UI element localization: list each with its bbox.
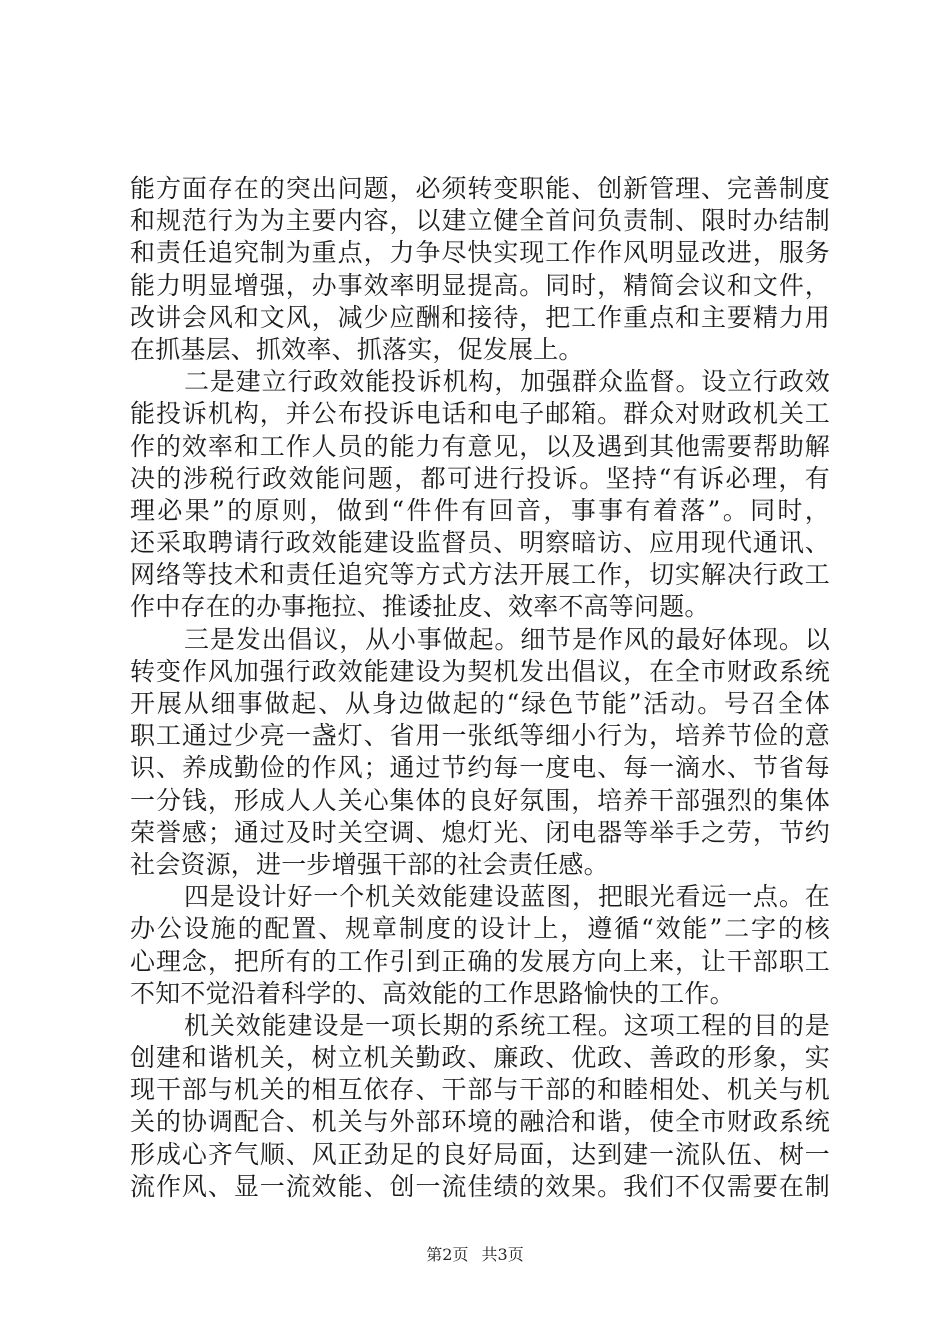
text-line: 一分钱，形成人人关心集体的良好氛围，培养干部强烈的集体: [130, 785, 830, 815]
text-line: 作中存在的办事拖拉、推诿扯皮、效率不高等问题。: [130, 592, 710, 622]
text-line: 不知不觉沿着科学的、高效能的工作思路愉快的工作。: [130, 978, 735, 1008]
text-line: 二是建立行政效能投诉机构，加强群众监督。设立行政效: [184, 367, 830, 397]
text-line: 能方面存在的突出问题，必须转变职能、创新管理、完善制度: [130, 174, 830, 203]
text-line: 还采取聘请行政效能建设监督员、明察暗访、应用现代通讯、: [130, 528, 830, 558]
text-line: 能力明显增强，办事效率明显提高。同时，精简会议和文件，: [130, 270, 830, 300]
text-line: 三是发出倡议，从小事做起。细节是作风的最好体现。以: [184, 624, 830, 654]
text-line: 决的涉税行政效能问题，都可进行投诉。坚持“有诉必理，有: [130, 463, 830, 493]
text-line: 和规范行为为主要内容，以建立健全首问负责制、限时办结制: [130, 206, 830, 236]
text-line: 心理念，把所有的工作引到正确的发展方向上来，让干部职工: [130, 946, 830, 976]
page-number: 第2页: [426, 1245, 469, 1264]
page-footer: [0, 1245, 950, 1265]
text-line: 转变作风加强行政效能建设为契机发出倡议，在全市财政系统: [130, 656, 830, 686]
text-line: 开展从细事做起、从身边做起的“绿色节能”活动。号召全体: [130, 689, 830, 718]
text-line: 创建和谐机关，树立机关勤政、廉政、优政、善政的形象，实: [130, 1043, 830, 1073]
document-body: [130, 173, 830, 1203]
text-line: 和责任追究制为重点，力争尽快实现工作作风明显改进，服务: [130, 238, 830, 268]
text-line: 关的协调配合、机关与外部环境的融洽和谐，使全市财政系统: [130, 1107, 830, 1137]
text-line: 办公设施的配置、规章制度的设计上，遵循“效能”二字的核: [130, 914, 830, 944]
text-line: 网络等技术和责任追究等方式方法开展工作，切实解决行政工: [130, 560, 830, 590]
text-line: 职工通过少亮一盏灯、省用一张纸等细小行为，培养节俭的意: [130, 721, 830, 751]
text-line: 现干部与机关的相互依存、干部与干部的和睦相处、机关与机: [130, 1075, 830, 1105]
text-line: 流作风、显一流效能、创一流佳绩的效果。我们不仅需要在制: [130, 1171, 830, 1201]
page-total: 共3页: [481, 1245, 524, 1264]
text-line: 理必果”的原则，做到“件件有回音，事事有着落”。同时，: [130, 495, 830, 525]
text-line: 能投诉机构，并公布投诉电话和电子邮箱。群众对财政机关工: [130, 399, 830, 429]
text-line: 形成心齐气顺、风正劲足的良好局面，达到建一流队伍、树一: [130, 1139, 830, 1169]
text-line: 荣誉感；通过及时关空调、熄灯光、闭电器等举手之劳，节约: [130, 817, 830, 847]
text-line: 识、养成勤俭的作风；通过节约每一度电、每一滴水、节省每: [130, 753, 830, 783]
text-line: 社会资源，进一步增强干部的社会责任感。: [130, 849, 609, 879]
text-line: 作的效率和工作人员的能力有意见，以及遇到其他需要帮助解: [130, 431, 830, 461]
text-line: 改讲会风和文风，减少应酬和接待，把工作重点和主要精力用: [130, 302, 830, 332]
text-line: 四是设计好一个机关效能建设蓝图，把眼光看远一点。在: [184, 882, 830, 912]
text-line: 在抓基层、抓效率、抓落实，促发展上。: [130, 334, 584, 364]
text-line: 机关效能建设是一项长期的系统工程。这项工程的目的是: [184, 1010, 830, 1040]
